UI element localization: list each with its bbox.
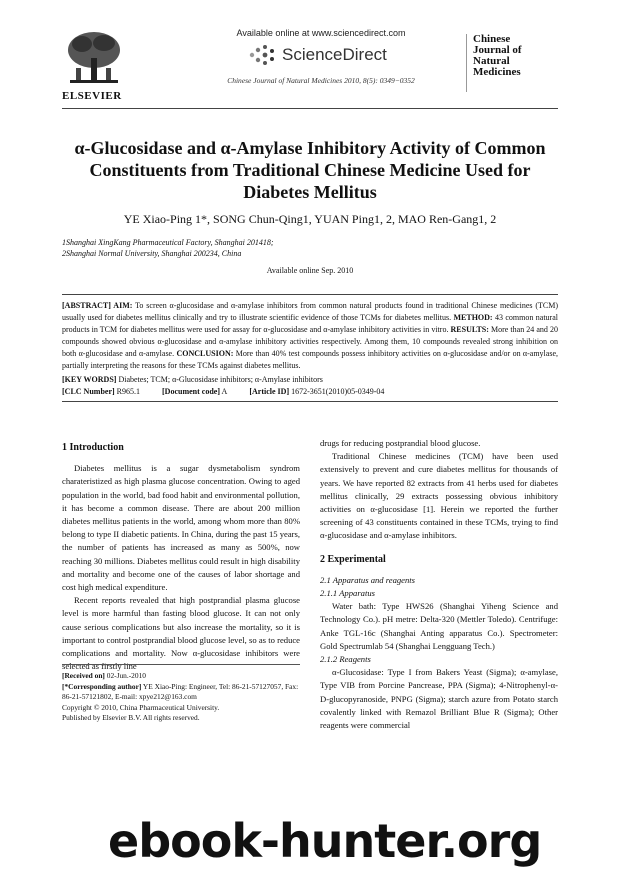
paragraph-continuation: drugs for reducing postprandial blood glucose. (320, 438, 481, 448)
conclusion-label: CONCLUSION: (176, 349, 234, 358)
section-heading-experimental: 2 Experimental (320, 553, 386, 565)
citation-journal: Chinese Journal of Natural Medicines (227, 76, 343, 85)
doc-code: A (220, 387, 228, 396)
article-id: 1672-3651(2010)05-0349-04 (289, 387, 385, 396)
corresponding-note (62, 682, 300, 703)
affiliation-2: 2Shanghai Normal University, Shanghai 200234, China (62, 249, 242, 258)
copyright-note: Copyright © 2010, China Pharmaceutical University. (62, 702, 220, 712)
abstract-text (62, 300, 558, 372)
journal-title-line: Journal of (473, 44, 522, 56)
sciencedirect-banner (196, 28, 446, 68)
paragraph: Water bath: Type HWS26 (Shanghai Yiheng Science and Technology Co.). pH metre: Delta-320 (Mettler Toledo). Centrifuge: Anke TGL-16c (Shanghai Anting apparatus Co.). Spectrometer: Gold Spectrumlab 54 (Shanghai Lengguang Tech.) (320, 601, 558, 651)
sciencedirect-logo (196, 42, 446, 68)
method-label: METHOD: (453, 313, 493, 322)
watermark-text: ebook-hunter.org (108, 814, 542, 868)
citation-details: 2010, 8(5): 0349−0352 (344, 76, 415, 85)
journal-title-line: Chinese (473, 33, 511, 45)
clc-number: R965.1 (114, 387, 141, 396)
subsubsection-heading: 2.1.1 Apparatus (320, 588, 375, 599)
affiliations (62, 237, 558, 259)
paragraph: Diabetes mellitus is a sugar dysmetabolism syndrom charateristized as high plasma glucose concentration. Owing to aged population in the world, bad food habit and environmental pollution, it has become a common disease. There are about 200 million diabetes mellitus patients in the world, among whom more than 80% belong to type II diabetic patients. In China, during the past 15 years, the number of patients has increased as many as 500%, now reaching 30 millions. Diabetes mellitus could result in high disability and mortality and become one of the causes of labor shortage and cost high medical expenditure. (62, 463, 300, 593)
keywords-label: [KEY WORDS] (62, 375, 117, 384)
received-label: [Received on] (62, 671, 105, 680)
abstract-label: [ABSTRACT] AIM: (62, 301, 133, 310)
doc-code-label: [Document code] (162, 387, 220, 396)
journal-title-block (466, 34, 569, 92)
available-online-label: Available online at www.sciencedirect.com (236, 28, 406, 38)
left-column (62, 437, 300, 673)
results-label: RESULTS: (450, 325, 489, 334)
abstract-aim: To screen α-glucosidase and α-amylase inhibitors from common natural products found in traditional Chinese medicines (TCM) usually used for diabetes mellitus clinically and try to illustrate scientific evidence of those TCMs for diabetes mellitus. (62, 301, 558, 322)
subsubsection-heading: 2.1.2 Reagents (320, 654, 371, 665)
footnotes (62, 664, 300, 724)
published-note: Published by Elsevier B.V. All rights reserved. (62, 713, 200, 722)
sciencedirect-dots-icon (248, 45, 278, 65)
subsection-heading: 2.1 Apparatus and reagents (320, 574, 416, 585)
abstract-block (62, 294, 558, 402)
sciencedirect-wordmark: ScienceDirect (282, 45, 387, 64)
citation-line (196, 76, 446, 85)
abstract-conclusion: More than 40% test compounds possess inhibitory activities on α-glucosidase and/or on α-amylase, partially interpreting the reasons for these TCMs against diabetes mellitus. (62, 349, 558, 370)
corresponding-label: [*Corresponding author] (62, 681, 142, 691)
author-list: YE Xiao-Ping 1*, SONG Chun-Qing1, YUAN Ping1, 2, MAO Ren-Gang1, 2 (123, 212, 497, 226)
paragraph: Recent reports revealed that high postprandial plasma glucose level is more harmful than fasting blood glucose. It can not only cause serious complications but also increase the mortality, so it is important to control postprandial blood glucose level, so as to reduce complications and mortality. Now α-glucosidase inhibitors were selected as firstly line (62, 595, 300, 672)
paragraph: Traditional Chinese medicines (TCM) have been used extensively to prevent and cure diabetes mellitus for thousands of years. We have reported 82 extracts from 41 herbs used for diabetes mellitus clinically, 29 extracts possessing obvious inhibitory activities on α-glucosidase [1]. Herein we reported the further screening of 43 constituents contained in these TCMs, trying to find α-glucosidase and α-amylase inhibitors. (320, 451, 558, 541)
available-online-date: Available online Sep. 2010 (266, 266, 354, 275)
received-date: 02-Jun.-2010 (104, 671, 146, 680)
received-note (62, 671, 300, 682)
clc-label: [CLC Number] (62, 387, 115, 396)
classification-line (62, 387, 558, 396)
header-divider (62, 108, 558, 109)
right-column (320, 437, 558, 732)
abstract-results: More than 24 and 20 compounds showed obvious α-glucosidase and α-amylase inhibitory activities respectively. Among them, 10 compounds revealed strong inhibition on both α-glucosidase and α-amylase. (62, 325, 558, 358)
abstract-method: 43 common natural products in TCM for diabetes mellitus were used for assay for α-glucosidase and α-amylase inhibitory activities in vitro. (62, 313, 558, 334)
affiliation-1: 1Shanghai XingKang Pharmaceutical Factory, Shanghai 201418; (62, 238, 274, 247)
article-id-label: [Article ID] (249, 387, 290, 396)
section-heading-introduction: 1 Introduction (62, 442, 124, 453)
keywords: Diabetes; TCM; α-Glucosidase inhibitors; α-Amylase inhibitors (116, 375, 323, 384)
corresponding-details: YE Xiao-Ping: Engineer, Tel: 86-21-57127057, Fax: 86-21-57121802, E-mail: xpye212@163.com (62, 681, 299, 701)
publisher-name: ELSEVIER (62, 90, 122, 102)
journal-title-line: Medicines (473, 66, 521, 78)
article-title: α-Glucosidase and α-Amylase Inhibitory Activity of Common Constituents from Traditional Chinese Medicine Used for Diabetes Mellitus (74, 138, 546, 202)
keywords-line (62, 375, 558, 384)
paragraph: α-Glucosidase: Type I from Bakers Yeast (Sigma); α-amylase, Type VIB from Porcine Pancrease, PPA (Sigma); 4-Nitrophenyl-α-D-glucopyranoside, PNPG (Sigma); starch azure from Potato starch covalently linked with Remazol Brilliant Blue R (Sigma); Other reagents were commercial (320, 667, 558, 731)
journal-title-line: Natural (473, 55, 510, 67)
